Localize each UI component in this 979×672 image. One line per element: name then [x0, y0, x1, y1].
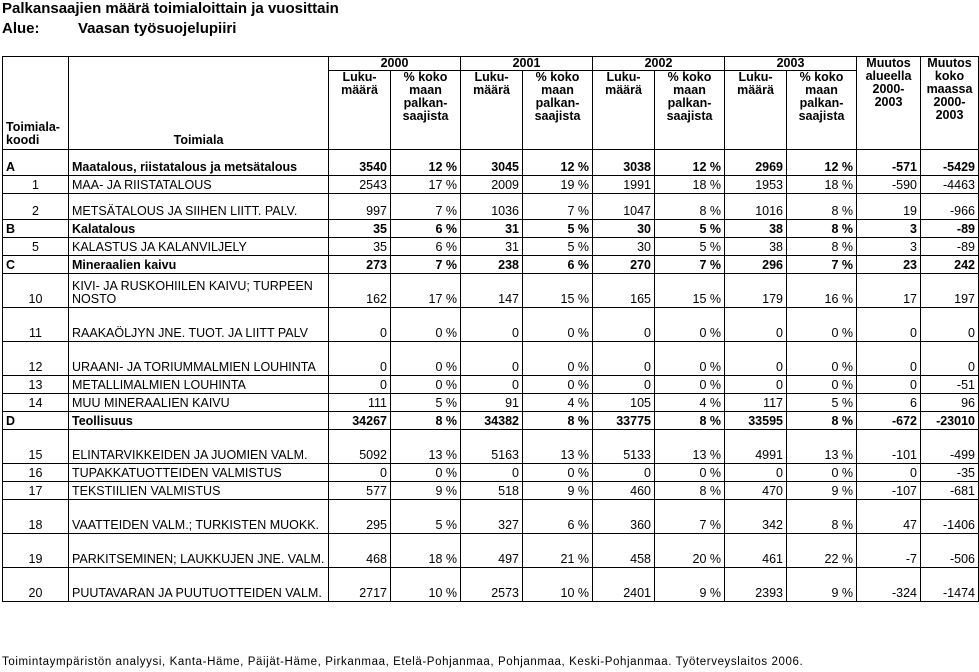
pct-cell: 9 % [655, 568, 725, 602]
count-cell: 270 [593, 256, 655, 274]
change-area-cell: -324 [857, 568, 921, 602]
count-cell: 2717 [329, 568, 391, 602]
row-code: D [3, 412, 69, 430]
row-name: Mineraalien kaivu [69, 256, 329, 274]
count-cell: 165 [593, 274, 655, 308]
table-row [3, 274, 979, 308]
pct-cell: 8 % [787, 500, 857, 534]
count-cell: 460 [593, 482, 655, 500]
count-cell: 2543 [329, 176, 391, 194]
change-country-cell: -499 [921, 430, 979, 464]
pct-cell: 21 % [523, 534, 593, 568]
count-cell: 179 [725, 274, 787, 308]
count-cell: 470 [725, 482, 787, 500]
pct-cell: 4 % [655, 394, 725, 412]
row-code: 19 [3, 534, 69, 568]
count-cell: 342 [725, 500, 787, 534]
table-row [3, 256, 979, 274]
pct-cell: 12 % [655, 150, 725, 176]
count-cell: 2401 [593, 568, 655, 602]
pct-cell: 8 % [787, 238, 857, 256]
count-cell: 3540 [329, 150, 391, 176]
pct-cell: 19 % [523, 176, 593, 194]
row-name: TUPAKKATUOTTEIDEN VALMISTUS [69, 464, 329, 482]
count-cell: 0 [461, 308, 523, 342]
count-cell: 2573 [461, 568, 523, 602]
count-cell: 0 [329, 376, 391, 394]
row-name: PARKITSEMINEN; LAUKKUJEN JNE. VALM. [69, 534, 329, 568]
table-row [3, 482, 979, 500]
change-country-cell: -4463 [921, 176, 979, 194]
count-cell: 33595 [725, 412, 787, 430]
header-pct: % koko maan palkan-saajista [523, 71, 593, 150]
change-country-cell: -681 [921, 482, 979, 500]
count-cell: 2969 [725, 150, 787, 176]
row-name: KIVI- JA RUSKOHIILEN KAIVU; TURPEEN NOSTO [69, 274, 329, 308]
count-cell: 0 [329, 308, 391, 342]
pct-cell: 0 % [655, 464, 725, 482]
change-country-cell: -35 [921, 464, 979, 482]
pct-cell: 13 % [391, 430, 461, 464]
row-code: 18 [3, 500, 69, 534]
pct-cell: 18 % [391, 534, 461, 568]
change-area-cell: -107 [857, 482, 921, 500]
pct-cell: 8 % [787, 412, 857, 430]
header-year: 2002 [593, 57, 725, 71]
pct-cell: 0 % [391, 376, 461, 394]
pct-cell: 8 % [787, 194, 857, 220]
row-code: 14 [3, 394, 69, 412]
table-row [3, 194, 979, 220]
pct-cell: 0 % [787, 308, 857, 342]
row-code: A [3, 150, 69, 176]
change-country-cell: 242 [921, 256, 979, 274]
change-country-cell: 0 [921, 308, 979, 342]
area-label: Alue: [2, 20, 40, 37]
header-pct: % koko maan palkan-saajista [655, 71, 725, 150]
row-code: 17 [3, 482, 69, 500]
change-area-cell: -590 [857, 176, 921, 194]
count-cell: 30 [593, 220, 655, 238]
change-area-cell: 6 [857, 394, 921, 412]
pct-cell: 8 % [523, 412, 593, 430]
header-code: Toimiala-koodi [3, 57, 69, 150]
count-cell: 0 [593, 308, 655, 342]
table-row [3, 376, 979, 394]
table-body [3, 150, 979, 602]
change-country-cell: 0 [921, 342, 979, 376]
row-name: Teollisuus [69, 412, 329, 430]
count-cell: 518 [461, 482, 523, 500]
count-cell: 0 [725, 464, 787, 482]
count-cell: 4991 [725, 430, 787, 464]
count-cell: 295 [329, 500, 391, 534]
table-row [3, 308, 979, 342]
count-cell: 105 [593, 394, 655, 412]
count-cell: 5133 [593, 430, 655, 464]
count-cell: 1953 [725, 176, 787, 194]
count-cell: 0 [725, 376, 787, 394]
pct-cell: 0 % [787, 342, 857, 376]
count-cell: 238 [461, 256, 523, 274]
row-code: 16 [3, 464, 69, 482]
table-row [3, 412, 979, 430]
pct-cell: 0 % [523, 342, 593, 376]
area-value: Vaasan työsuojelupiiri [78, 20, 237, 37]
pct-cell: 13 % [787, 430, 857, 464]
count-cell: 0 [593, 464, 655, 482]
pct-cell: 18 % [655, 176, 725, 194]
count-cell: 577 [329, 482, 391, 500]
table-row [3, 394, 979, 412]
pct-cell: 15 % [523, 274, 593, 308]
count-cell: 468 [329, 534, 391, 568]
pct-cell: 0 % [523, 308, 593, 342]
pct-cell: 8 % [655, 482, 725, 500]
count-cell: 360 [593, 500, 655, 534]
row-code: 15 [3, 430, 69, 464]
change-area-cell: -101 [857, 430, 921, 464]
header-year: 2001 [461, 57, 593, 71]
header-count: Luku-määrä [725, 71, 787, 150]
count-cell: 5163 [461, 430, 523, 464]
change-country-cell: -1474 [921, 568, 979, 602]
count-cell: 111 [329, 394, 391, 412]
pct-cell: 5 % [655, 220, 725, 238]
pct-cell: 9 % [523, 482, 593, 500]
row-code: C [3, 256, 69, 274]
table-row [3, 430, 979, 464]
change-area-cell: 3 [857, 220, 921, 238]
pct-cell: 17 % [391, 176, 461, 194]
change-area-cell: 19 [857, 194, 921, 220]
pct-cell: 10 % [523, 568, 593, 602]
row-code: 20 [3, 568, 69, 602]
count-cell: 35 [329, 238, 391, 256]
count-cell: 1047 [593, 194, 655, 220]
row-code: 11 [3, 308, 69, 342]
pct-cell: 10 % [391, 568, 461, 602]
table-row [3, 568, 979, 602]
change-country-cell: -23010 [921, 412, 979, 430]
count-cell: 0 [461, 376, 523, 394]
table-row [3, 238, 979, 256]
employees-table [2, 56, 979, 602]
pct-cell: 0 % [655, 342, 725, 376]
count-cell: 33775 [593, 412, 655, 430]
pct-cell: 16 % [787, 274, 857, 308]
header-pct: % koko maan palkan-saajista [391, 71, 461, 150]
row-name: VAATTEIDEN VALM.; TURKISTEN MUOKK. [69, 500, 329, 534]
change-country-cell: -506 [921, 534, 979, 568]
count-cell: 327 [461, 500, 523, 534]
pct-cell: 0 % [787, 376, 857, 394]
pct-cell: 15 % [655, 274, 725, 308]
count-cell: 3038 [593, 150, 655, 176]
change-area-cell: -672 [857, 412, 921, 430]
row-name: ELINTARVIKKEIDEN JA JUOMIEN VALM. [69, 430, 329, 464]
count-cell: 0 [593, 342, 655, 376]
row-code: 2 [3, 194, 69, 220]
pct-cell: 5 % [523, 220, 593, 238]
count-cell: 34267 [329, 412, 391, 430]
pct-cell: 5 % [655, 238, 725, 256]
pct-cell: 6 % [391, 220, 461, 238]
pct-cell: 4 % [523, 394, 593, 412]
row-code: 5 [3, 238, 69, 256]
pct-cell: 0 % [655, 376, 725, 394]
count-cell: 2009 [461, 176, 523, 194]
change-country-cell: 96 [921, 394, 979, 412]
count-cell: 296 [725, 256, 787, 274]
change-area-cell: 0 [857, 308, 921, 342]
count-cell: 0 [329, 464, 391, 482]
pct-cell: 17 % [391, 274, 461, 308]
count-cell: 1991 [593, 176, 655, 194]
pct-cell: 0 % [391, 342, 461, 376]
change-area-cell: -571 [857, 150, 921, 176]
change-country-cell: -5429 [921, 150, 979, 176]
change-area-cell: 3 [857, 238, 921, 256]
count-cell: 30 [593, 238, 655, 256]
row-name: METALLIMALMIEN LOUHINTA [69, 376, 329, 394]
pct-cell: 7 % [655, 256, 725, 274]
change-area-cell: 0 [857, 464, 921, 482]
pct-cell: 9 % [787, 482, 857, 500]
change-country-cell: -966 [921, 194, 979, 220]
pct-cell: 6 % [523, 500, 593, 534]
count-cell: 147 [461, 274, 523, 308]
pct-cell: 6 % [523, 256, 593, 274]
change-country-cell: -89 [921, 220, 979, 238]
page-title: Palkansaajien määrä toimialoittain ja vuosittain [2, 0, 339, 17]
table-row [3, 150, 979, 176]
row-code: 13 [3, 376, 69, 394]
pct-cell: 5 % [787, 394, 857, 412]
header-year: 2003 [725, 57, 857, 71]
pct-cell: 8 % [655, 194, 725, 220]
pct-cell: 8 % [787, 220, 857, 238]
table-row [3, 500, 979, 534]
count-cell: 0 [725, 342, 787, 376]
header-year: 2000 [329, 57, 461, 71]
count-cell: 461 [725, 534, 787, 568]
table-row [3, 342, 979, 376]
count-cell: 1016 [725, 194, 787, 220]
table-row [3, 464, 979, 482]
row-code: 12 [3, 342, 69, 376]
pct-cell: 7 % [391, 194, 461, 220]
count-cell: 273 [329, 256, 391, 274]
row-name: PUUTAVARAN JA PUUTUOTTEIDEN VALM. [69, 568, 329, 602]
pct-cell: 0 % [787, 464, 857, 482]
count-cell: 997 [329, 194, 391, 220]
count-cell: 458 [593, 534, 655, 568]
count-cell: 2393 [725, 568, 787, 602]
change-country-cell: 197 [921, 274, 979, 308]
count-cell: 91 [461, 394, 523, 412]
table-row [3, 220, 979, 238]
pct-cell: 8 % [391, 412, 461, 430]
count-cell: 31 [461, 220, 523, 238]
count-cell: 0 [593, 376, 655, 394]
row-name: RAAKAÖLJYN JNE. TUOT. JA LIITT PALV [69, 308, 329, 342]
change-area-cell: 0 [857, 342, 921, 376]
row-name: Kalatalous [69, 220, 329, 238]
pct-cell: 8 % [655, 412, 725, 430]
table-row [3, 176, 979, 194]
pct-cell: 9 % [787, 568, 857, 602]
row-name: KALASTUS JA KALANVILJELY [69, 238, 329, 256]
pct-cell: 7 % [391, 256, 461, 274]
source-footer: Toimintaympäristön analyysi, Kanta-Häme, Päijät-Häme, Pirkanmaa, Etelä-Pohjanmaa, Pohjanmaa, Keski-Pohjanmaa. Työterveyslaitos 2006. [2, 656, 804, 668]
pct-cell: 7 % [523, 194, 593, 220]
pct-cell: 12 % [787, 150, 857, 176]
header-name: Toimiala [69, 57, 329, 150]
change-area-cell: 47 [857, 500, 921, 534]
row-code: 1 [3, 176, 69, 194]
pct-cell: 12 % [391, 150, 461, 176]
count-cell: 3045 [461, 150, 523, 176]
count-cell: 0 [329, 342, 391, 376]
header-pct: % koko maan palkan-saajista [787, 71, 857, 150]
pct-cell: 13 % [655, 430, 725, 464]
row-name: Maatalous, riistatalous ja metsätalous [69, 150, 329, 176]
row-name: METSÄTALOUS JA SIIHEN LIITT. PALV. [69, 194, 329, 220]
count-cell: 1036 [461, 194, 523, 220]
count-cell: 31 [461, 238, 523, 256]
row-name: TEKSTIILIEN VALMISTUS [69, 482, 329, 500]
header-change-country: Muutos koko maassa 2000-2003 [921, 57, 979, 150]
count-cell: 38 [725, 220, 787, 238]
pct-cell: 5 % [391, 394, 461, 412]
change-area-cell: 23 [857, 256, 921, 274]
count-cell: 497 [461, 534, 523, 568]
pct-cell: 6 % [391, 238, 461, 256]
pct-cell: 5 % [523, 238, 593, 256]
pct-cell: 0 % [523, 464, 593, 482]
header-count: Luku-määrä [329, 71, 391, 150]
pct-cell: 13 % [523, 430, 593, 464]
pct-cell: 0 % [523, 376, 593, 394]
pct-cell: 18 % [787, 176, 857, 194]
header-change-area: Muutos alueella 2000-2003 [857, 57, 921, 150]
header-count: Luku-määrä [461, 71, 523, 150]
count-cell: 0 [461, 464, 523, 482]
pct-cell: 7 % [655, 500, 725, 534]
count-cell: 34382 [461, 412, 523, 430]
count-cell: 0 [461, 342, 523, 376]
count-cell: 5092 [329, 430, 391, 464]
pct-cell: 0 % [655, 308, 725, 342]
change-country-cell: -1406 [921, 500, 979, 534]
table-row [3, 534, 979, 568]
header-count: Luku-määrä [593, 71, 655, 150]
count-cell: 0 [725, 308, 787, 342]
row-name: MAA- JA RIISTATALOUS [69, 176, 329, 194]
pct-cell: 0 % [391, 308, 461, 342]
row-name: MUU MINERAALIEN KAIVU [69, 394, 329, 412]
count-cell: 117 [725, 394, 787, 412]
pct-cell: 7 % [787, 256, 857, 274]
change-area-cell: -7 [857, 534, 921, 568]
count-cell: 38 [725, 238, 787, 256]
change-country-cell: -89 [921, 238, 979, 256]
pct-cell: 5 % [391, 500, 461, 534]
row-code: 10 [3, 274, 69, 308]
pct-cell: 0 % [391, 464, 461, 482]
change-area-cell: 17 [857, 274, 921, 308]
change-area-cell: 0 [857, 376, 921, 394]
pct-cell: 12 % [523, 150, 593, 176]
pct-cell: 20 % [655, 534, 725, 568]
pct-cell: 9 % [391, 482, 461, 500]
row-name: URAANI- JA TORIUMMALMIEN LOUHINTA [69, 342, 329, 376]
count-cell: 162 [329, 274, 391, 308]
count-cell: 35 [329, 220, 391, 238]
change-country-cell: -51 [921, 376, 979, 394]
row-code: B [3, 220, 69, 238]
pct-cell: 22 % [787, 534, 857, 568]
